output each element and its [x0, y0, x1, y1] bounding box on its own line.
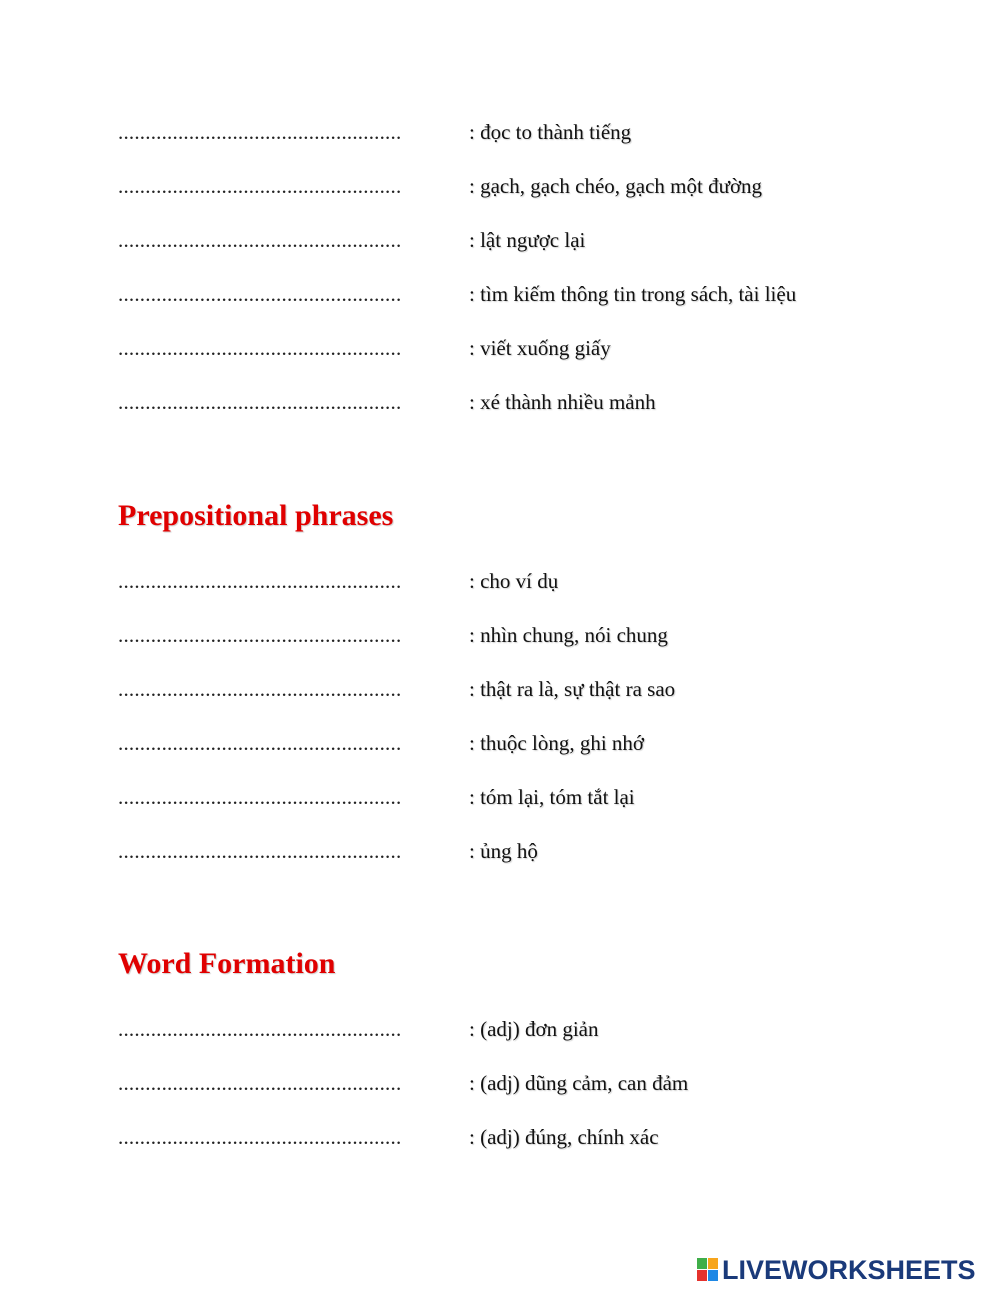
answer-blank[interactable]: .................................................... — [118, 390, 402, 414]
answer-row — [118, 225, 878, 255]
answer-row — [118, 279, 878, 309]
definition-text: : thật ra là, sự thật ra sao — [469, 677, 676, 701]
answer-row — [118, 782, 878, 812]
answer-blank[interactable]: .................................................... — [118, 785, 402, 809]
answer-blank[interactable]: .................................................... — [118, 731, 402, 755]
definition-text: : thuộc lòng, ghi nhớ — [469, 731, 645, 755]
answer-blank[interactable]: .................................................... — [118, 120, 402, 144]
answer-blank[interactable]: .................................................... — [118, 1017, 402, 1041]
logo-square-orange — [708, 1258, 718, 1269]
definition-text: : (adj) đơn giản — [469, 1017, 599, 1041]
definition-text: : nhìn chung, nói chung — [469, 623, 668, 647]
logo-square-red — [697, 1270, 707, 1281]
answer-row — [118, 728, 878, 758]
answer-blank[interactable]: .................................................... — [118, 569, 402, 593]
answer-blank[interactable]: .................................................... — [118, 839, 402, 863]
answer-blank[interactable]: .................................................... — [118, 228, 402, 252]
answer-row — [118, 171, 878, 201]
answer-blank[interactable]: .................................................... — [118, 336, 402, 360]
answer-blank[interactable]: .................................................... — [118, 282, 402, 306]
answer-row — [118, 1068, 878, 1098]
answer-row — [118, 836, 878, 866]
answer-blank[interactable]: .................................................... — [118, 1125, 402, 1149]
answer-blank[interactable]: .................................................... — [118, 174, 402, 198]
definition-text: : cho ví dụ — [469, 569, 559, 593]
definition-text: : viết xuống giấy — [469, 336, 611, 360]
definition-text: : (adj) đúng, chính xác — [469, 1125, 659, 1149]
answer-blank[interactable]: .................................................... — [118, 1071, 402, 1095]
definition-text: : tóm lại, tóm tắt lại — [469, 785, 635, 809]
definition-text: : đọc to thành tiếng — [469, 120, 632, 144]
definition-text: : ủng hộ — [469, 839, 538, 863]
answer-row — [118, 620, 878, 650]
brand-text: LIVEWORKSHEETS — [722, 1254, 976, 1285]
logo-square-blue — [708, 1270, 718, 1281]
definition-text: : tìm kiếm thông tin trong sách, tài liệu — [469, 282, 797, 306]
definition-text: : xé thành nhiều mảnh — [469, 390, 656, 414]
definition-text: : gạch, gạch chéo, gạch một đường — [469, 174, 763, 198]
answer-row — [118, 333, 878, 363]
answer-row — [118, 1014, 878, 1044]
definition-text: : lật ngược lại — [469, 228, 586, 252]
answer-blank[interactable]: .................................................... — [118, 677, 402, 701]
answer-row — [118, 566, 878, 596]
liveworksheets-brand — [697, 1255, 976, 1285]
section-heading-word-formation: Word Formation — [118, 947, 336, 980]
logo-square-green — [697, 1258, 707, 1269]
answer-row — [118, 1122, 878, 1152]
answer-blank[interactable]: .................................................... — [118, 623, 402, 647]
answer-row — [118, 674, 878, 704]
answer-row — [118, 117, 878, 147]
section-heading-prepositional-phrases: Prepositional phrases — [118, 499, 394, 532]
definition-text: : (adj) dũng cảm, can đảm — [469, 1071, 689, 1095]
liveworksheets-logo-icon — [697, 1258, 719, 1282]
answer-row — [118, 387, 878, 417]
